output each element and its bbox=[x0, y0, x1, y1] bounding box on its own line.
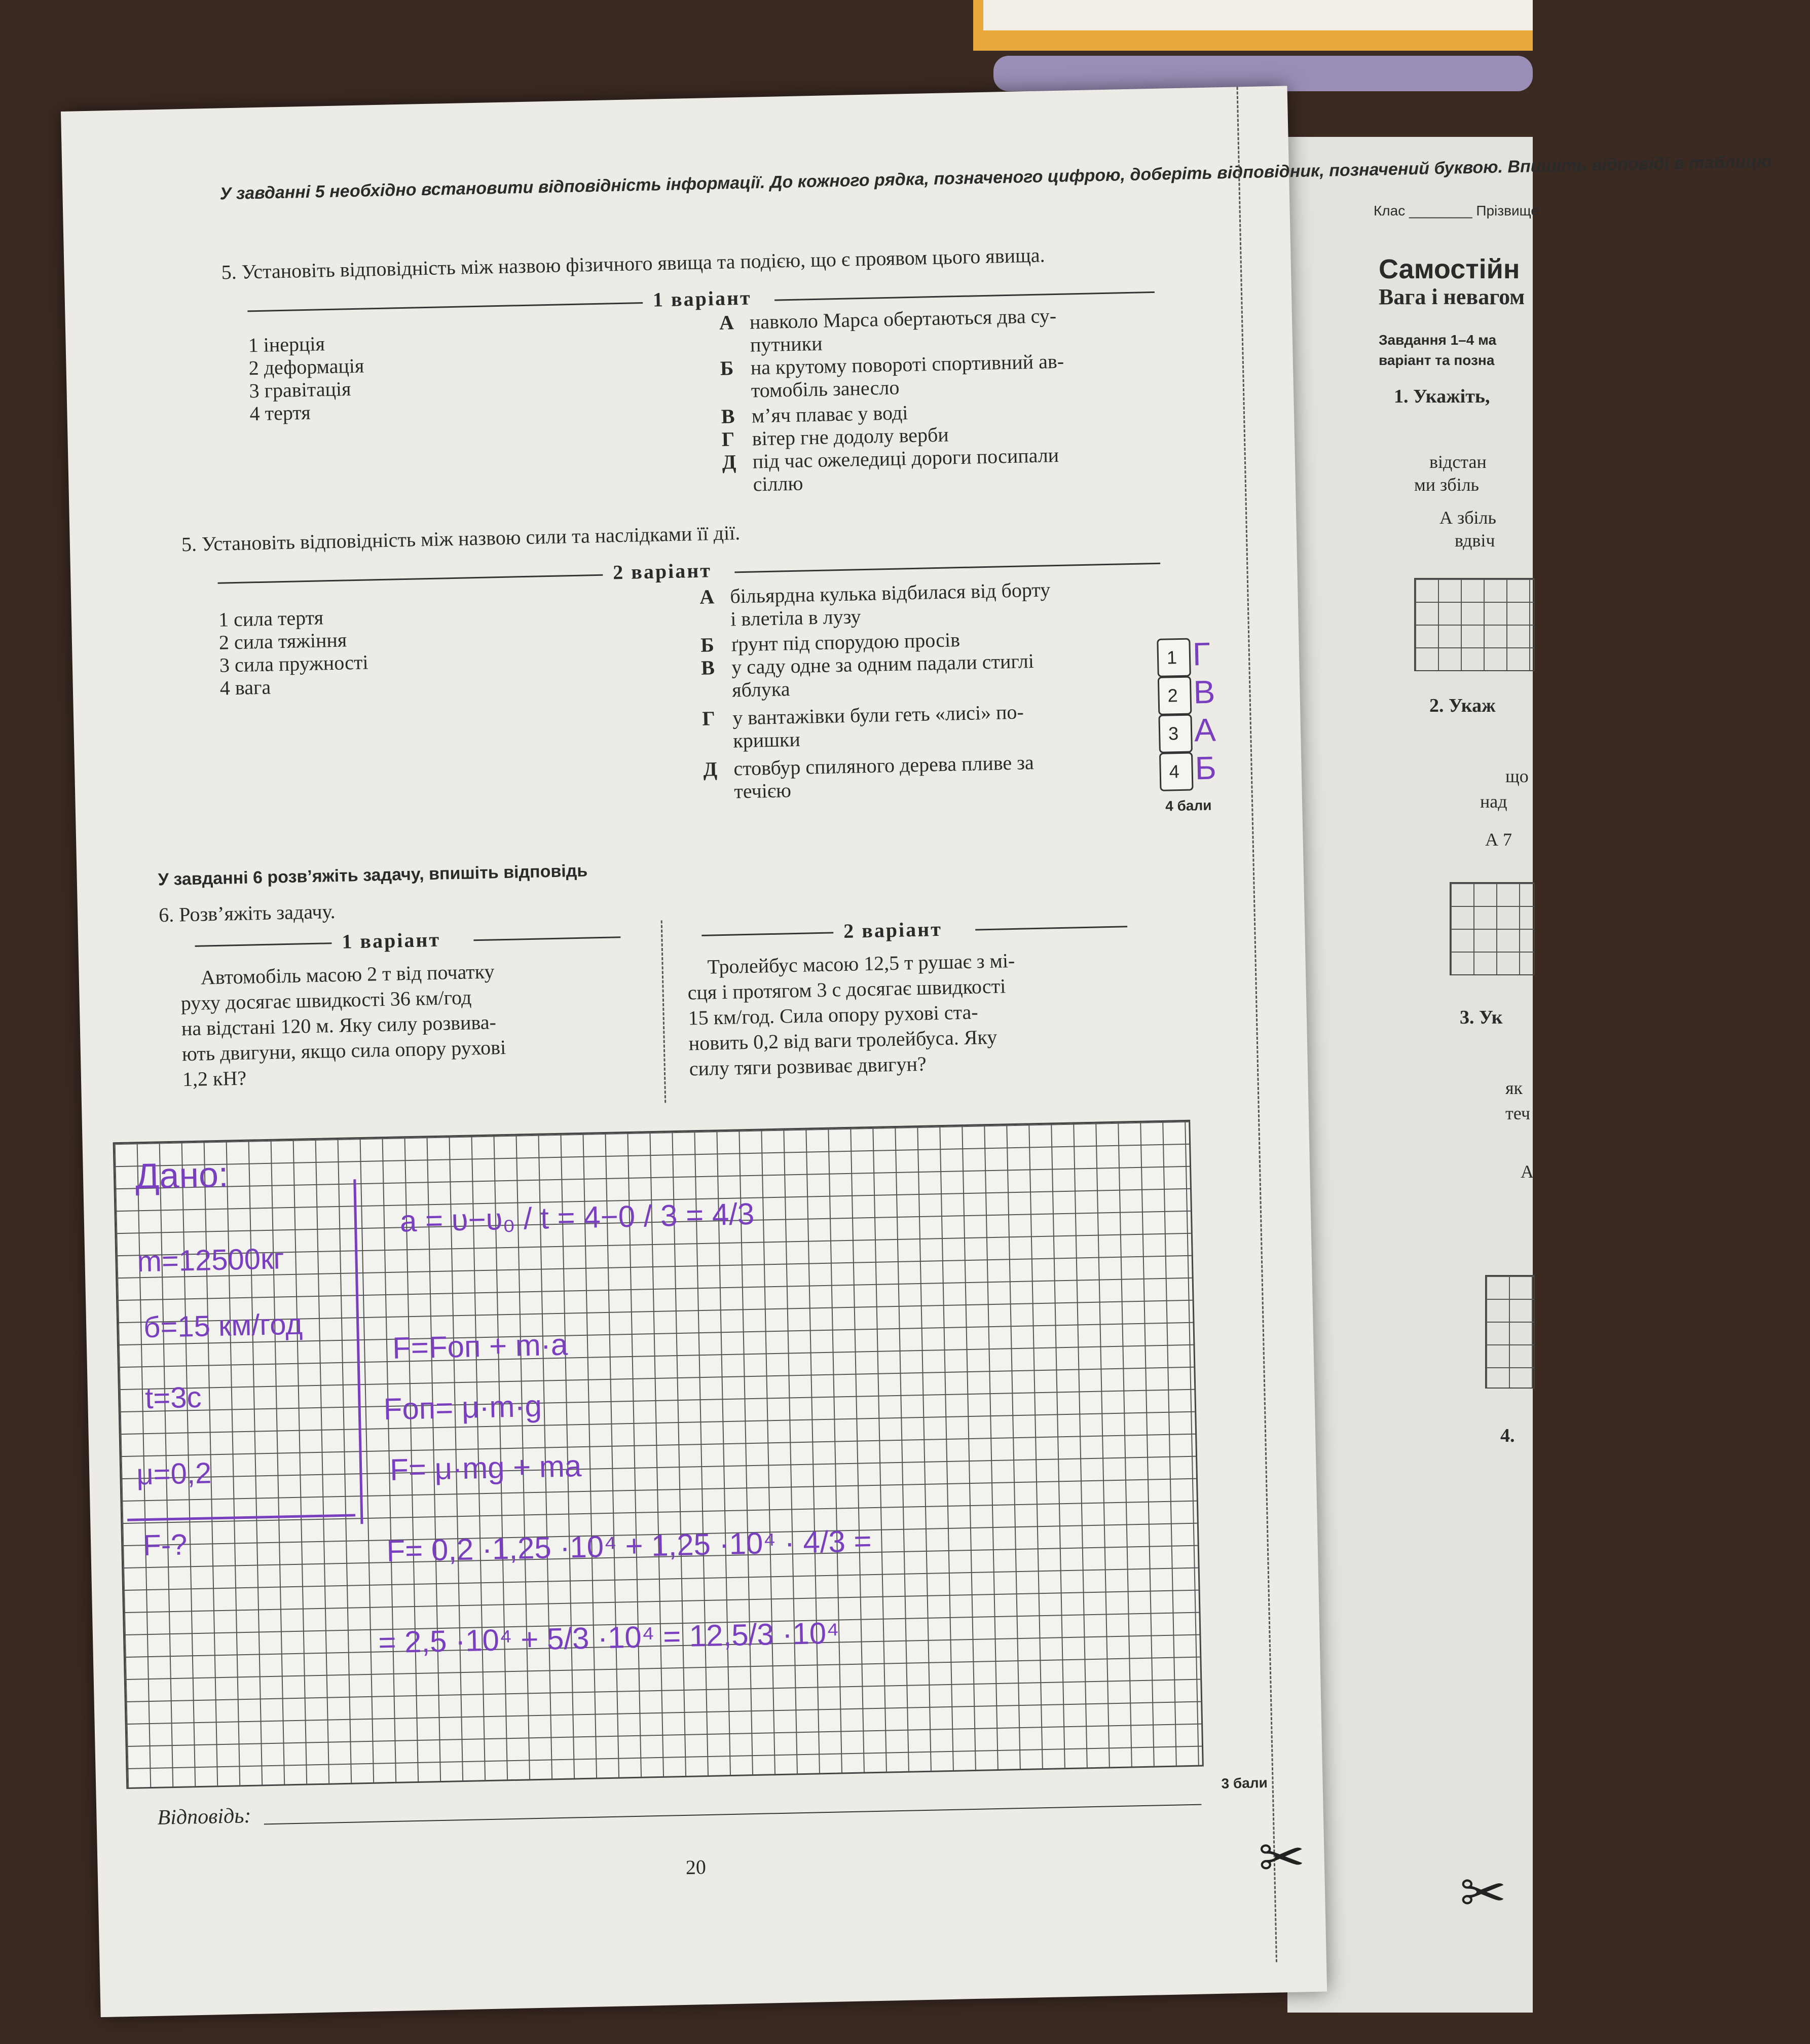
right-q3-text-1: як bbox=[1505, 1078, 1523, 1098]
answer-hand-2: В bbox=[1193, 673, 1215, 711]
v2-opt-d-2: течією bbox=[733, 779, 792, 803]
v1-opt-letter-b: Б bbox=[720, 356, 734, 380]
right-q2-text-2: над bbox=[1480, 791, 1507, 812]
scissors-icon: ✂ bbox=[1258, 1827, 1306, 1890]
answer-cell-4[interactable] bbox=[1159, 752, 1194, 791]
task6-v2-text-4: новить 0,2 від ваги тролейбуса. Яку bbox=[688, 1025, 998, 1055]
answer-num-2: 2 bbox=[1167, 685, 1178, 706]
v2-opt-letter-a: А bbox=[699, 585, 715, 608]
right-subtitle: Вага і невагом bbox=[1379, 284, 1525, 309]
right-q1-a-2: вдвіч bbox=[1455, 530, 1495, 551]
task6-v2-text-2: сця і протягом 3 с досягає швидкості bbox=[687, 974, 1006, 1004]
v2-item-4: 4 вага bbox=[219, 675, 271, 700]
right-instr-1: Завдання 1–4 ма bbox=[1379, 332, 1497, 348]
v2-opt-letter-d: Д bbox=[703, 757, 718, 781]
v2-opt-g-1: у вантажівки були геть «лисі» по- bbox=[732, 700, 1024, 729]
v1-item-3: 3 гравітація bbox=[249, 377, 351, 403]
v1-opt-letter-g: Г bbox=[721, 427, 735, 451]
given-mass: m=12500кг bbox=[136, 1242, 285, 1279]
v1-opt-letter-d: Д bbox=[722, 450, 736, 473]
task6-intro: У завданні 6 розв’яжіть задачу, впишіть відповідь bbox=[158, 861, 588, 890]
v2-item-3: 3 сила пружності bbox=[219, 650, 368, 677]
solution-grid[interactable] bbox=[113, 1120, 1204, 1789]
folder-papers bbox=[983, 0, 1533, 30]
solution-line-1: a = υ−υ₀ / t = 4−0 / 3 = 4/3 bbox=[399, 1196, 755, 1238]
right-q4: 4. bbox=[1500, 1425, 1515, 1446]
answer-cell-2[interactable] bbox=[1158, 676, 1192, 715]
right-q1-text-2: ми збіль bbox=[1414, 474, 1479, 495]
v2-opt-letter-v: В bbox=[700, 656, 715, 679]
v2-opt-a-2: і влетіла в лузу bbox=[730, 605, 861, 631]
given-separator bbox=[127, 1514, 355, 1521]
v1-opt-d-1: під час ожеледиці дороги посипали bbox=[752, 443, 1059, 473]
task6-v1-text-1: Автомобіль масою 2 т від початку bbox=[200, 960, 495, 989]
task5-points: 4 бали bbox=[1165, 797, 1212, 814]
solution-line-3: Fоп= μ·m·g bbox=[383, 1389, 542, 1427]
v1-opt-b-2: томобіль занесло bbox=[751, 376, 900, 402]
right-q1: 1. Укажіть, bbox=[1394, 386, 1490, 407]
task6-points: 3 бали bbox=[1221, 1774, 1268, 1792]
right-q1-text-1: відстан bbox=[1429, 452, 1487, 472]
given-title: Дано: bbox=[135, 1154, 229, 1196]
task6-v2-text-1: Тролейбус масою 12,5 т рушає з мі- bbox=[707, 948, 1015, 978]
task6-v1-text-4: ють двигуни, якщо сила опору рухові bbox=[181, 1036, 506, 1066]
divider bbox=[195, 942, 332, 947]
divider bbox=[975, 926, 1127, 930]
given-vertical bbox=[353, 1179, 363, 1524]
right-header: Клас ________ Прізвище bbox=[1374, 203, 1539, 218]
divider bbox=[218, 574, 603, 584]
divider bbox=[701, 932, 833, 936]
right-page bbox=[1287, 137, 1539, 2013]
v2-opt-v-2: яблука bbox=[731, 677, 790, 702]
given-find: F-? bbox=[142, 1528, 188, 1562]
answer-hand-1: Г bbox=[1192, 635, 1211, 673]
right-grid-1 bbox=[1414, 578, 1535, 671]
right-q2: 2. Укаж bbox=[1429, 695, 1496, 716]
variant-2-label: 2 варіант bbox=[612, 559, 712, 584]
v1-item-1: 1 інерція bbox=[248, 332, 325, 357]
v1-opt-d-2: сіллю bbox=[753, 471, 803, 496]
answer-label: Відповідь: bbox=[157, 1804, 251, 1830]
divider bbox=[247, 302, 643, 312]
variant-separator bbox=[661, 920, 667, 1103]
v2-opt-d-1: стовбур спиляного дерева пливе за bbox=[733, 751, 1035, 780]
v2-opt-letter-b: Б bbox=[700, 633, 715, 656]
right-q2-a: А 7 bbox=[1485, 829, 1512, 850]
answer-num-4: 4 bbox=[1169, 761, 1180, 782]
task5-v1-question: 5. Установіть відповідність між назвою фізичного явища та подією, що є проявом цього явища. bbox=[221, 243, 1045, 284]
answer-line[interactable] bbox=[264, 1804, 1202, 1825]
right-q1-a-1: А збіль bbox=[1439, 507, 1496, 528]
divider bbox=[473, 936, 620, 941]
right-title: Самостійн bbox=[1379, 254, 1520, 284]
variant-1-label: 1 варіант bbox=[652, 286, 752, 311]
right-q3: 3. Ук bbox=[1460, 1007, 1503, 1028]
task6-v1-text-5: 1,2 кН? bbox=[182, 1066, 247, 1091]
v1-item-4: 4 тертя bbox=[249, 400, 311, 425]
solution-line-6: = 2,5 ·10⁴ + 5/3 ·10⁴ = 12,5/3 ·10⁴ bbox=[378, 1616, 840, 1660]
cut-line bbox=[1236, 87, 1277, 1962]
given-mu: μ=0,2 bbox=[136, 1456, 212, 1491]
task6-v2-text-3: 15 км/год. Сила опору рухові ста- bbox=[688, 1000, 978, 1030]
given-time: t=3с bbox=[144, 1380, 202, 1415]
right-grid-3 bbox=[1485, 1275, 1535, 1389]
task6-v1-text-3: на відстані 120 м. Яку силу розвива- bbox=[181, 1010, 497, 1040]
divider bbox=[734, 563, 1160, 573]
answer-num-3: 3 bbox=[1168, 723, 1179, 744]
right-q3-a: А bbox=[1521, 1161, 1534, 1182]
task6-v2-text-5: силу тяги розвиває двигун? bbox=[689, 1052, 927, 1080]
right-q3-text-2: теч bbox=[1505, 1103, 1530, 1123]
task6-v1-label: 1 варіант bbox=[341, 928, 441, 953]
v2-opt-b-1: ґрунт під спорудою просів bbox=[730, 628, 961, 656]
v2-opt-g-2: кришки bbox=[732, 727, 801, 752]
right-grid-2 bbox=[1450, 882, 1535, 975]
given-speed: б=15 км/год bbox=[143, 1307, 303, 1344]
divider bbox=[774, 291, 1155, 301]
task5-v2-question: 5. Установіть відповідність між назвою сили та наслідками її дії. bbox=[181, 521, 741, 556]
task5-intro-line1: У завданні 5 необхідно встановити відповідність інформації. До кожного рядка, позначеного цифрою, доберіть відповідник, позначений буквою. Впишіть відповіді в таблицю bbox=[219, 152, 1772, 204]
task6-question: 6. Розв’яжіть задачу. bbox=[158, 900, 336, 927]
v1-opt-b-1: на крутому повороті спортивний ав- bbox=[750, 349, 1064, 379]
v2-item-2: 2 сила тяжіння bbox=[218, 628, 347, 654]
v2-opt-a-1: більярдна кулька відбилася від борту bbox=[729, 578, 1051, 608]
v1-opt-letter-a: А bbox=[719, 311, 734, 334]
right-q2-text-1: що bbox=[1505, 766, 1529, 786]
solution-line-5: F= 0,2 ·1,25 ·10⁴ + 1,25 ·10⁴ · 4/3 = bbox=[386, 1524, 872, 1568]
right-instr-2: варіант та позна bbox=[1379, 352, 1495, 368]
solution-line-4: F= μ·mg + ma bbox=[389, 1449, 582, 1487]
v1-opt-letter-v: В bbox=[721, 405, 735, 428]
answer-num-1: 1 bbox=[1166, 647, 1177, 668]
answer-hand-3: А bbox=[1194, 711, 1216, 749]
v2-item-1: 1 сила тертя bbox=[218, 606, 324, 631]
v1-opt-a-1: навколо Марса обертаються два су- bbox=[749, 304, 1057, 334]
task6-v2-label: 2 варіант bbox=[843, 917, 943, 943]
v1-item-2: 2 деформація bbox=[248, 354, 364, 380]
v1-opt-a-2: путники bbox=[750, 332, 823, 356]
solution-line-2: F=Fоп + m·a bbox=[392, 1327, 568, 1365]
task6-v1-text-2: руху досягає швидкості 36 км/год bbox=[180, 986, 472, 1015]
page-number: 20 bbox=[685, 1855, 707, 1879]
v1-opt-g-1: вітер гне додолу верби bbox=[752, 423, 949, 450]
v2-opt-letter-g: Г bbox=[701, 707, 716, 730]
v2-opt-v-1: у саду одне за одним падали стиглі bbox=[731, 649, 1035, 679]
answer-cell-3[interactable] bbox=[1158, 714, 1193, 753]
v1-opt-v-1: м’яч плаває у воді bbox=[751, 401, 908, 427]
scissors-icon: ✂ bbox=[1460, 1863, 1507, 1924]
answer-hand-4: Б bbox=[1194, 749, 1217, 787]
answer-cell-1[interactable] bbox=[1157, 638, 1191, 677]
